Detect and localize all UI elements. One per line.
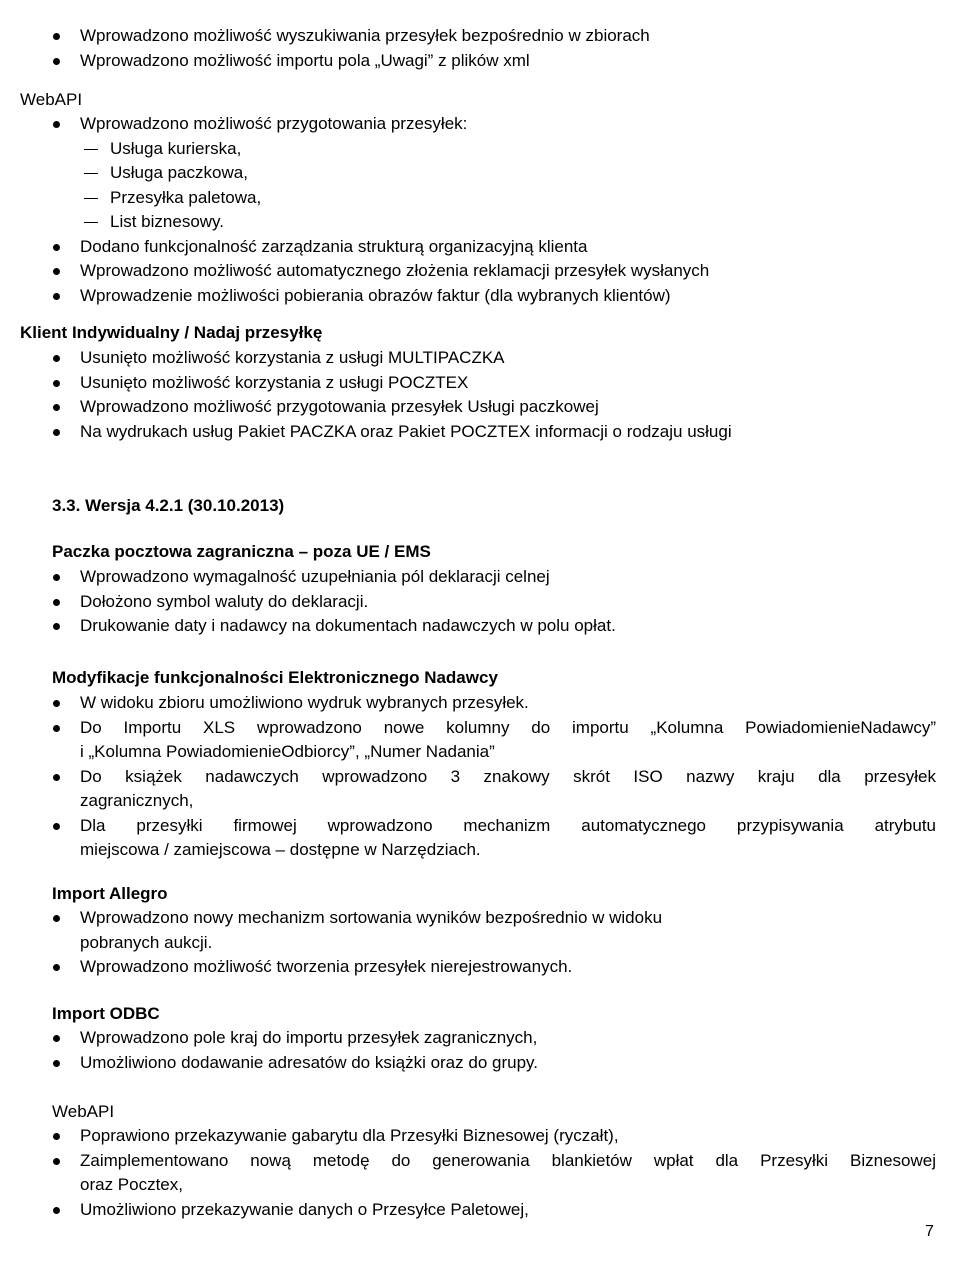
list-item-continuation: miejscowa / zamiejscowa – dostępne w Narzędziach. <box>80 840 481 859</box>
list-item: Wprowadzono możliwość wyszukiwania przesyłek bezpośrednio w zbiorach <box>0 24 960 49</box>
list-item: Wprowadzenie możliwości pobierania obrazów faktur (dla wybranych klientów) <box>0 284 960 309</box>
section-allegro-list <box>0 906 960 980</box>
section-heading: Paczka pocztowa zagraniczna – poza UE / EMS <box>52 542 431 561</box>
list-item: Na wydrukach usług Pakiet PACZKA oraz Pakiet POCZTEX informacji o rodzaju usługi <box>0 420 960 445</box>
sub-list-item: Usługa kurierska, <box>0 137 960 162</box>
section-heading: Import ODBC <box>52 1004 160 1023</box>
section-klient <box>0 321 960 346</box>
section-paczka-list <box>0 565 960 639</box>
section-klient-list <box>0 346 960 444</box>
list-item: Wprowadzono nowy mechanizm sortowania wyników bezpośrednio w widoku <box>0 906 960 931</box>
list-item: Dodano funkcjonalność zarządzania strukturą organizacyjną klienta <box>0 235 960 260</box>
sub-list-item: Przesyłka paletowa, <box>0 186 960 211</box>
section-odbc-list <box>0 1026 960 1075</box>
section-allegro <box>0 882 960 907</box>
page-title: 3.3. Wersja 4.2.1 (30.10.2013) <box>52 496 285 515</box>
section-heading: Modyfikacje funkcjonalności Elektronicznego Nadawcy <box>52 668 498 687</box>
section-heading: WebAPI <box>20 90 83 109</box>
list-item: Usunięto możliwość korzystania z usługi POCZTEX <box>0 371 960 396</box>
list-item: Drukowanie daty i nadawcy na dokumentach nadawczych w polu opłat. <box>0 614 960 639</box>
list-item: Umożliwiono dodawanie adresatów do książki oraz do grupy. <box>0 1051 960 1076</box>
page-number: 7 <box>925 1223 934 1240</box>
section-modyfikacje-list <box>0 691 960 863</box>
section-intro-list <box>0 24 960 73</box>
section-heading: WebAPI <box>52 1102 115 1121</box>
section-heading: Import Allegro <box>52 884 168 903</box>
list-item: Dołożono symbol waluty do deklaracji. <box>0 590 960 615</box>
list-item-continuation: oraz Pocztex, <box>80 1175 183 1194</box>
list-item-continuation: pobranych aukcji. <box>80 932 213 952</box>
section-odbc <box>0 1002 960 1027</box>
list-item: Wprowadzono pole kraj do importu przesyłek zagranicznych, <box>0 1026 960 1051</box>
version-heading <box>0 494 960 519</box>
list-item: Poprawiono przekazywanie gabarytu dla Przesyłki Biznesowej (ryczałt), <box>0 1124 960 1149</box>
list-item-continuation: zagranicznych, <box>80 791 194 810</box>
list-item-continuation: i „Kolumna PowiadomienieOdbiorcy”, „Numer Nadania” <box>80 742 495 761</box>
list-item: Wprowadzono możliwość automatycznego złożenia reklamacji przesyłek wysłanych <box>0 259 960 284</box>
list-item: Umożliwiono przekazywanie danych o Przesyłce Paletowej, <box>0 1198 960 1223</box>
list-item: Dla przesyłki firmowej wprowadzono mechanizm automatycznego przypisywania atrybutu <box>0 814 960 839</box>
list-item: W widoku zbioru umożliwiono wydruk wybranych przesyłek. <box>0 691 960 716</box>
list-item: Do książek nadawczych wprowadzono 3 znakowy skrót ISO nazwy kraju dla przesyłek <box>0 765 960 790</box>
list-item: Zaimplementowano nową metodę do generowania blankietów wpłat dla Przesyłki Biznesowej <box>0 1149 960 1174</box>
list-item: Do Importu XLS wprowadzono nowe kolumny do importu „Kolumna PowiadomienieNadawcy” <box>0 716 960 741</box>
list-item: Wprowadzono wymagalność uzupełniania pól deklaracji celnej <box>0 565 960 590</box>
section-modyfikacje <box>0 666 960 691</box>
section-webapi-2-list <box>0 1124 960 1222</box>
list-item: Wprowadzono możliwość przygotowania przesyłek Usługi paczkowej <box>0 395 960 420</box>
section-heading: Klient Indywidualny / Nadaj przesyłkę <box>20 323 323 342</box>
list-item: Wprowadzono możliwość przygotowania przesyłek: <box>0 112 960 137</box>
list-item: Usunięto możliwość korzystania z usługi MULTIPACZKA <box>0 346 960 371</box>
list-item: Wprowadzono możliwość importu pola „Uwagi” z plików xml <box>0 49 960 74</box>
section-webapi-list <box>0 112 960 308</box>
section-webapi-2 <box>0 1100 960 1125</box>
sub-list-item: List biznesowy. <box>0 210 960 235</box>
section-paczka <box>0 540 960 565</box>
list-item: Wprowadzono możliwość tworzenia przesyłek nierejestrowanych. <box>0 955 960 980</box>
section-webapi <box>0 88 960 113</box>
sub-list-item: Usługa paczkowa, <box>0 161 960 186</box>
